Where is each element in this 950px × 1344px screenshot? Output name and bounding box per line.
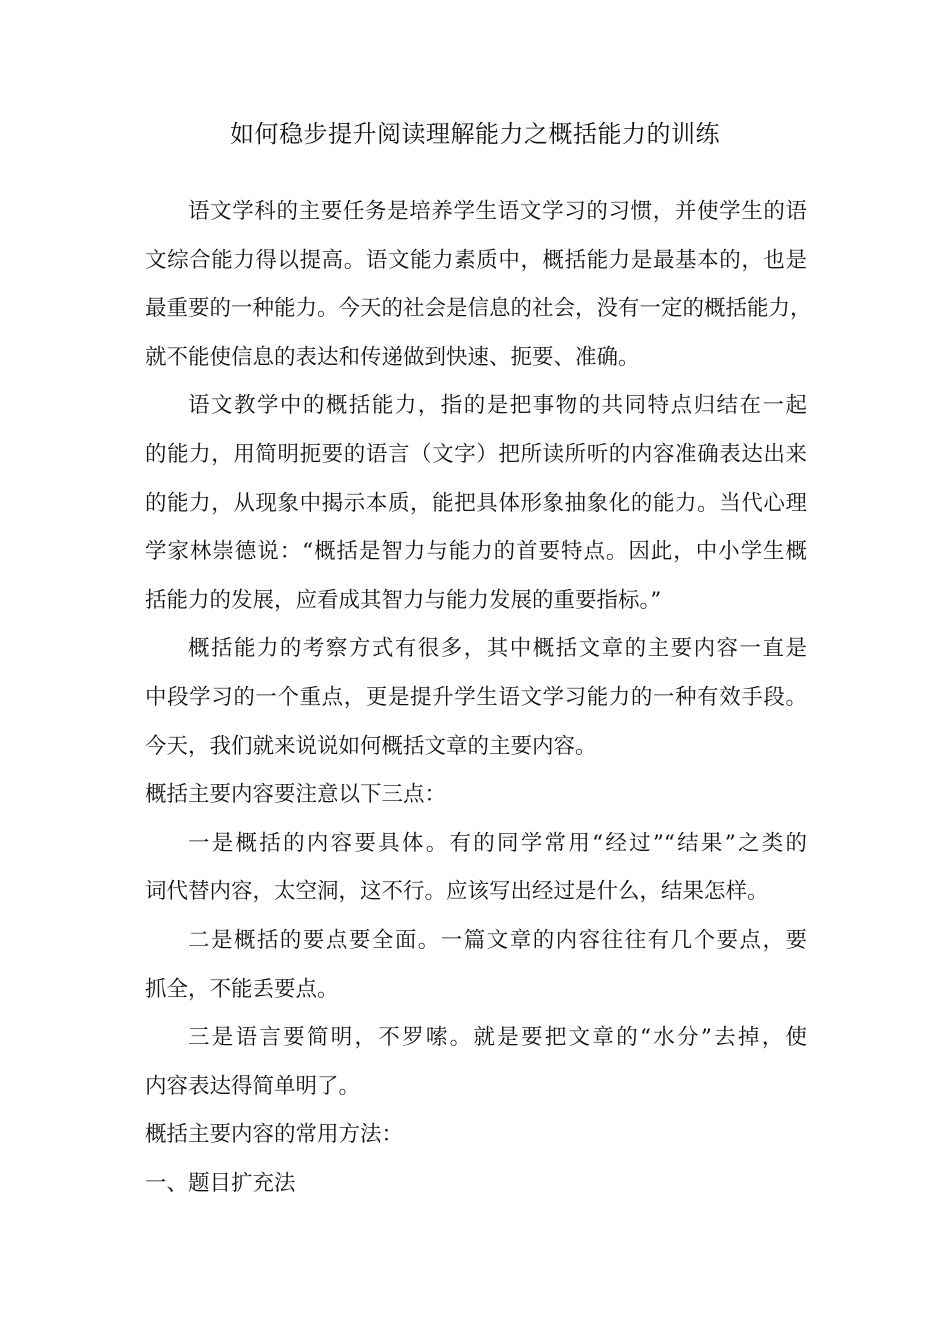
text-line: 文综合能力得以提高。语文能力素质中，概括能力是最基本的，也是 xyxy=(145,247,807,273)
text-line: 内容表达得简单明了。 xyxy=(145,1073,361,1099)
text-line: 的能力，用简明扼要的语言（文字）把所读所听的内容准确表达出来 xyxy=(145,441,807,467)
document-title: 如何稳步提升阅读理解能力之概括能力的训练 xyxy=(230,120,720,148)
text-line: 的能力，从现象中揭示本质，能把具体形象抽象化的能力。当代心理 xyxy=(145,490,807,516)
text-line: 二是概括的要点要全面。一篇文章的内容往往有几个要点，要 xyxy=(188,927,807,953)
text-line: 括能力的发展，应看成其智力与能力发展的重要指标。” xyxy=(145,587,662,613)
text-line: 词代替内容，太空洞，这不行。应该写出经过是什么，结果怎样。 xyxy=(145,879,769,905)
text-line: 学家林崇德说：“概括是智力与能力的首要特点。因此，中小学生概 xyxy=(145,539,807,565)
document-body xyxy=(145,195,812,1215)
text-line: 就不能使信息的表达和传递做到快速、扼要、准确。 xyxy=(145,344,640,370)
text-line: 抓全，不能丢要点。 xyxy=(145,976,339,1002)
text-line: 概括能力的考察方式有很多，其中概括文章的主要内容一直是 xyxy=(188,636,807,662)
text-line: 一是概括的内容要具体。有的同学常用“经过”“结果”之类的 xyxy=(188,830,807,856)
text-line: 中段学习的一个重点，更是提升学生语文学习能力的一种有效手段。 xyxy=(145,684,807,710)
text-line: 今天，我们就来说说如何概括文章的主要内容。 xyxy=(145,733,597,759)
text-line: 语文学科的主要任务是培养学生语文学习的习惯，并使学生的语 xyxy=(188,199,807,224)
text-line: 最重要的一种能力。今天的社会是信息的社会，没有一定的概括能力， xyxy=(145,296,812,322)
text-line: 概括主要内容要注意以下三点： xyxy=(145,782,447,808)
text-line: 语文教学中的概括能力，指的是把事物的共同特点归结在一起 xyxy=(188,393,807,419)
text-line: 概括主要内容的常用方法： xyxy=(145,1122,404,1148)
text-line: 三是语言要简明，不罗嗦。就是要把文章的“水分”去掉，使 xyxy=(188,1025,807,1051)
text-line: 一、题目扩充法 xyxy=(145,1170,296,1196)
